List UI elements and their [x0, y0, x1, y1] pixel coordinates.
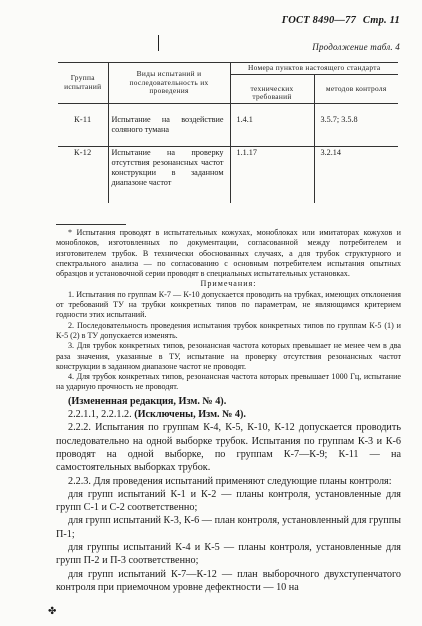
tech-clause: 1.4.1 [230, 114, 314, 136]
clause-excluded: 2.2.1.1, 2.2.1.2. (Исключены, Изм. № 4). [68, 409, 246, 421]
clause-paragraph: для группы испытаний К-4 и К-5 — планы контроля, установленные для групп П-2 и П-3 соответственно; [56, 542, 401, 567]
document-body [56, 224, 401, 594]
clause-paragraph: 2.2.2. Испытания по группам К-4, К-5, К-10, К-12 допускается проводить последовательно на одной выборке трубок. Испытания по группам К-3 и К-6 проводят на одной выборке, по группам К-7—К-9; К-11 — на самостоятельных выборках трубок. [56, 422, 401, 474]
clause-paragraph: для групп испытаний К-1 и К-2 — планы контроля, установленные для групп С-1 и С-2 соответственно; [56, 488, 401, 514]
method-clause: 3.2.14 [314, 146, 398, 189]
footnote-rule [56, 224, 126, 225]
note-item: 2. Последовательность проведения испытания трубок конкретных типов по группам К-5 (1) и К-5 (2) в ТУ допускается изменять. [56, 320, 401, 340]
table-continuation-label: Продолжение табл. 4 [312, 42, 400, 52]
tech-clause: 1.1.17 [230, 146, 314, 189]
test-groups-table [58, 62, 398, 203]
table-row [58, 114, 398, 136]
page-header [282, 15, 400, 26]
note-item: 4. Для трубок конкретных типов, резонансная частота которых превышает 1000 Гц, испытание на ударную прочность не проводят. [56, 372, 401, 392]
group-code: К-12 [58, 146, 108, 189]
clause-paragraph: для групп испытаний К-7—К-12 — план выборочного двухступенчатого контроля при приемочном уровне дефектности — 10 на [56, 568, 401, 593]
revision-note: (Измененная редакция, Изм. № 4). [68, 395, 227, 407]
margin-tick [158, 35, 159, 51]
header-tech-requirements: технических требований [230, 74, 314, 103]
group-code: К-11 [74, 114, 92, 124]
method-clause: 3.5.7; 3.5.8 [314, 114, 398, 136]
notes-title: Примечания: [200, 279, 257, 289]
test-name: Испытание на проверку отсутствия резонансных частот конструкции в заданном диапазоне частот [108, 146, 230, 189]
note-item: 1. Испытания по группам К-7 — К-10 допускается проводить на трубках, имеющих отклонения от требований ТУ на трубки конкретных типов по параметрам, не являющимся критерием годности этих испытаний. [56, 289, 401, 320]
header-control-methods: методов контроля [314, 74, 398, 103]
header-test-types: Виды испытаний и последовательность их проведения [108, 63, 230, 104]
clause-paragraph: 2.2.3. Для проведения испытаний применяют следующие планы контроля: [68, 475, 392, 487]
clause-paragraph: для групп испытаний К-3, К-6 — план контроля, установленный для группы П-1; [56, 515, 401, 540]
header-clauses: Номера пунктов настоящего стандарта [230, 63, 398, 75]
page-number: Стр. 11 [362, 15, 400, 26]
standard-number: ГОСТ 8490—77 [281, 15, 357, 26]
table-row [58, 146, 398, 189]
margin-mark-icon: ✤ [48, 606, 57, 617]
test-name: Испытание на воздействие соляного тумана [108, 114, 230, 136]
header-group: Группа испытаний [58, 63, 108, 104]
note-item: 3. Для трубок конкретных типов, резонансная частота которых превышает не менее чем в два раза значения, указанные в ТУ, испытание на проверку отсутствия резонансных частот конструкции в заданном диапазоне частот не проводят. [56, 341, 401, 371]
footnote: * Испытания проводят в испытательных кожухах, моноблоках или имитаторах кожухов и моноблоков, изготовленных по документации, согласованной между потребителем и изготовителем трубок. В технически обоснованных случаях, а для трубок структурного и спектрального анализа — по согласованию с основным потребителем испытания опытных образцов и установочной серии проводят в специальных испытательных установках. [56, 228, 401, 279]
